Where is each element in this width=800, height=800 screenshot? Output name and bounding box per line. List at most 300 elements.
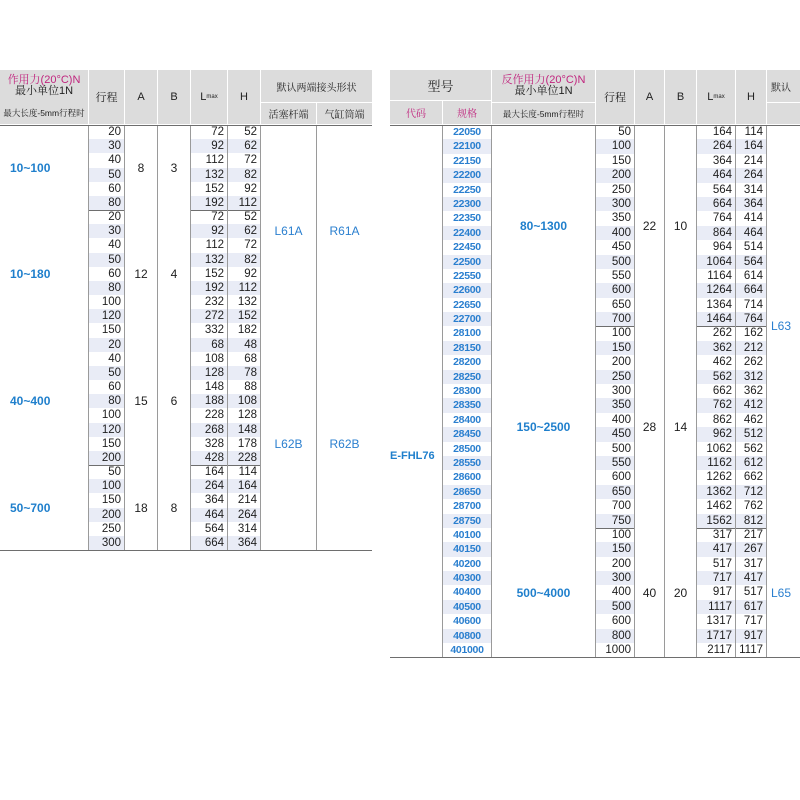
h-cell: 78 <box>244 366 257 379</box>
spec-code: 40500 <box>453 600 481 613</box>
lmax-cell: 72 <box>211 126 224 138</box>
rlmax-cell: 517 <box>712 557 732 570</box>
rh-header-text: H <box>747 91 755 103</box>
spec-header <box>443 101 491 124</box>
column-divider <box>157 125 158 550</box>
b-value: 4 <box>170 266 178 281</box>
rforce-note-text: 最大长度-5mm行程时 <box>502 108 585 119</box>
piston-header <box>261 103 316 124</box>
lmax-cell: 272 <box>204 310 224 323</box>
rcolumn-divider <box>491 125 492 657</box>
lmax-sub: max <box>206 94 218 100</box>
force-note-text: 最大长度-5mm行程时 <box>3 108 85 118</box>
rstroke-cell: 300 <box>611 197 631 210</box>
rlmax-cell: 417 <box>712 543 732 556</box>
h-cell: 52 <box>244 126 257 138</box>
rh-cell: 512 <box>743 428 763 441</box>
h-cell: 264 <box>237 508 257 521</box>
rlmax-cell: 717 <box>712 572 732 585</box>
h-cell: 82 <box>244 168 257 181</box>
right-table-body <box>390 125 800 657</box>
rh-cell: 664 <box>743 284 763 297</box>
rlmax-cell: 362 <box>712 341 732 354</box>
rlmax-cell: 664 <box>712 197 732 210</box>
rstroke-cell: 100 <box>611 327 631 340</box>
rstroke-cell: 350 <box>611 399 631 412</box>
spec-code: 22700 <box>453 313 481 326</box>
rh-cell: 262 <box>743 356 763 369</box>
spec-code: 28350 <box>453 399 481 412</box>
stroke-cell: 150 <box>101 437 121 450</box>
rconnector-partial: L63 <box>771 319 792 334</box>
h-cell: 228 <box>237 451 257 464</box>
rconnector-partial: L65 <box>771 585 792 600</box>
table-top <box>0 125 372 126</box>
cylinder-header-text: 气缸筒端 <box>324 110 365 121</box>
rstroke-cell: 400 <box>611 586 631 599</box>
rstroke-cell: 550 <box>611 269 631 282</box>
lmax-cell: 152 <box>204 182 224 195</box>
lmax-cell: 328 <box>204 437 224 450</box>
spec-code: 40600 <box>453 615 481 628</box>
rb-value: 14 <box>673 420 688 435</box>
table-bottom <box>0 550 372 551</box>
rlmax-cell: 164 <box>712 126 732 138</box>
rstroke-cell: 150 <box>611 543 631 556</box>
rh-cell: 464 <box>743 226 763 239</box>
rh-cell: 1117 <box>739 644 763 657</box>
spec-code: 28400 <box>453 413 481 426</box>
stroke-cell: 20 <box>108 126 121 138</box>
spec-code: 22100 <box>453 140 481 153</box>
rb-header-text: B <box>676 91 685 103</box>
ra-header-text: A <box>645 91 654 103</box>
h-cell: 72 <box>244 154 257 167</box>
h-cell: 82 <box>244 253 257 266</box>
rstroke-cell: 450 <box>611 241 631 254</box>
h-cell: 62 <box>244 140 257 153</box>
rconnector-sub <box>767 103 800 124</box>
rstroke-cell: 600 <box>611 471 631 484</box>
stroke-cell: 250 <box>101 522 121 535</box>
stroke-cell: 40 <box>108 239 121 252</box>
rstroke-cell: 550 <box>611 456 631 469</box>
rcolumn-divider <box>696 125 697 657</box>
left-spec-table <box>0 70 372 622</box>
h-cell: 108 <box>237 395 257 408</box>
spec-code: 28150 <box>453 341 481 354</box>
rstroke-cell: 100 <box>611 528 631 541</box>
connector-title: 默认两端接头形状 <box>276 82 357 94</box>
force-range: 50~700 <box>10 500 51 515</box>
spec-code: 28750 <box>453 514 481 527</box>
rstroke-cell: 700 <box>611 313 631 326</box>
spec-header-text: 规格 <box>457 109 477 120</box>
rh-cell: 614 <box>743 269 763 282</box>
spec-code: 40150 <box>453 543 481 556</box>
a-header-text: A <box>137 91 145 103</box>
b-header <box>158 70 190 124</box>
rlmax-cell: 1164 <box>707 269 732 282</box>
rh-cell: 917 <box>743 629 763 642</box>
spec-code: 22550 <box>453 269 481 282</box>
lmax-cell: 192 <box>204 281 224 294</box>
rh-cell: 364 <box>743 197 763 210</box>
a-value: 18 <box>134 500 148 515</box>
rh-cell: 314 <box>743 183 763 196</box>
spec-code: 40100 <box>453 528 481 541</box>
lmax-cell: 268 <box>204 423 224 436</box>
lmax-cell: 332 <box>204 324 224 337</box>
rstroke-cell: 150 <box>611 154 631 167</box>
lmax-cell: 148 <box>204 381 224 394</box>
rh-cell: 264 <box>743 169 763 182</box>
h-cell: 164 <box>237 480 257 493</box>
rlmax-cell: 662 <box>712 385 732 398</box>
h-header <box>228 70 260 124</box>
rh-cell: 164 <box>743 140 763 153</box>
rstroke-cell: 350 <box>611 212 631 225</box>
force-range: 10~100 <box>10 160 51 175</box>
rlmax-cell: 2117 <box>707 644 732 657</box>
column-divider <box>227 125 228 550</box>
rh-cell: 214 <box>743 154 763 167</box>
rcolumn-divider <box>634 125 635 657</box>
spec-code: 28200 <box>453 356 481 369</box>
rh-cell: 812 <box>743 514 763 527</box>
rh-cell: 267 <box>743 543 763 556</box>
rstroke-cell: 500 <box>611 600 631 613</box>
spec-code: 22050 <box>453 126 481 138</box>
stroke-cell: 200 <box>101 451 121 464</box>
force-title: 作用力(20°C)N <box>7 74 81 86</box>
stroke-cell: 40 <box>108 154 121 167</box>
cylinder-connector: R61A <box>329 224 360 239</box>
rstroke-cell: 200 <box>611 169 631 182</box>
rlmax-cell: 1464 <box>706 313 732 326</box>
rlmax-cell: 564 <box>712 183 732 196</box>
left-table-body <box>0 125 372 621</box>
stroke-cell: 40 <box>108 352 121 365</box>
force-header <box>0 70 88 102</box>
rlmax-cell: 1064 <box>706 255 732 268</box>
b-value: 3 <box>170 160 178 175</box>
h-cell: 88 <box>244 381 257 394</box>
h-cell: 128 <box>237 409 257 422</box>
h-header-text: H <box>240 91 248 103</box>
cylinder-connector: R62B <box>329 436 360 451</box>
h-cell: 112 <box>238 196 257 209</box>
spec-code: 28700 <box>453 500 481 513</box>
spec-code: 28550 <box>453 456 481 469</box>
rforce-note <box>492 103 595 124</box>
rstroke-cell: 750 <box>611 514 631 527</box>
rh-cell: 717 <box>743 615 763 628</box>
spec-code: 22200 <box>453 169 481 182</box>
connector-header <box>261 70 372 102</box>
rcolumn-divider <box>595 125 596 657</box>
lmax-cell: 112 <box>205 239 224 252</box>
stroke-cell: 50 <box>108 366 121 379</box>
rlmax-header-text: L <box>707 91 714 103</box>
rstroke-cell: 400 <box>611 413 631 426</box>
rstroke-cell: 100 <box>611 140 631 153</box>
spec-code: 22350 <box>453 212 481 225</box>
lmax-header <box>191 70 227 124</box>
stroke-cell: 150 <box>101 324 121 337</box>
rstroke-header-text: 行程 <box>604 92 626 104</box>
stroke-cell: 150 <box>101 494 121 507</box>
rlmax-cell: 917 <box>712 586 732 599</box>
code-header <box>390 101 442 124</box>
stroke-cell: 100 <box>101 409 121 422</box>
b-value: 6 <box>170 394 178 409</box>
rforce-range: 80~1300 <box>519 218 568 233</box>
h-cell: 132 <box>237 296 257 309</box>
rh-cell: 114 <box>744 126 763 138</box>
rh-cell: 217 <box>743 528 763 541</box>
h-cell: 92 <box>244 267 257 280</box>
stroke-cell: 50 <box>108 168 121 181</box>
stroke-cell: 120 <box>101 423 121 436</box>
lmax-cell: 164 <box>204 466 224 479</box>
force-note <box>0 102 88 124</box>
b-header-text: B <box>170 91 178 103</box>
lmax-cell: 128 <box>204 366 224 379</box>
rforce-min: 最小单位1N <box>514 85 573 97</box>
column-divider <box>124 125 125 550</box>
rlmax-cell: 1362 <box>706 485 732 498</box>
ra-value: 28 <box>642 420 657 435</box>
rstroke-cell: 650 <box>611 298 631 311</box>
rcolumn-divider <box>442 125 443 657</box>
rh-cell: 564 <box>743 255 763 268</box>
spec-code: 22250 <box>453 183 481 196</box>
rh-cell: 412 <box>743 399 763 412</box>
lmax-cell: 152 <box>204 267 224 280</box>
rlmax-cell: 1264 <box>706 284 732 297</box>
rh-cell: 612 <box>743 456 763 469</box>
a-value: 8 <box>137 160 145 175</box>
h-cell: 178 <box>237 437 257 450</box>
rstroke-cell: 450 <box>611 428 631 441</box>
rb-value: 20 <box>673 585 688 600</box>
stroke-cell: 200 <box>101 508 121 521</box>
piston-connector: L61A <box>274 224 303 239</box>
rstroke-header <box>596 70 634 124</box>
rlmax-cell: 764 <box>712 212 732 225</box>
rh-cell: 712 <box>743 485 763 498</box>
rh-header <box>736 70 766 124</box>
h-cell: 112 <box>238 281 257 294</box>
stroke-cell: 80 <box>108 281 121 294</box>
rstroke-cell: 400 <box>611 226 631 239</box>
stroke-cell: 20 <box>108 338 121 351</box>
rlmax-cell: 864 <box>712 226 732 239</box>
rh-cell: 312 <box>743 370 763 383</box>
force-range: 40~400 <box>10 394 51 409</box>
ra-value: 40 <box>642 585 657 600</box>
rlmax-sub: max <box>713 94 725 100</box>
h-cell: 62 <box>244 225 257 238</box>
rlmax-header <box>697 70 735 124</box>
spec-code: 22300 <box>453 197 481 210</box>
a-value: 15 <box>134 394 148 409</box>
force-min: 最小单位1N <box>14 85 74 97</box>
lmax-cell: 564 <box>204 522 224 535</box>
rh-cell: 462 <box>743 413 763 426</box>
rstroke-cell: 1000 <box>605 644 631 657</box>
rconnector-header <box>767 70 800 102</box>
stroke-cell: 30 <box>108 225 121 238</box>
rstroke-cell: 600 <box>611 615 631 628</box>
lmax-cell: 228 <box>204 409 224 422</box>
rlmax-cell: 762 <box>712 399 732 412</box>
b-value: 8 <box>170 500 178 515</box>
rlmax-cell: 1462 <box>706 500 732 513</box>
rstroke-cell: 200 <box>611 356 631 369</box>
rb-header <box>665 70 696 124</box>
lmax-cell: 68 <box>211 338 224 351</box>
piston-connector: L62B <box>274 436 303 451</box>
lmax-cell: 72 <box>211 211 224 224</box>
stroke-cell: 60 <box>108 182 121 195</box>
a-value: 12 <box>134 266 148 281</box>
lmax-cell: 464 <box>204 508 224 521</box>
rstroke-cell: 800 <box>611 629 631 642</box>
rstroke-cell: 250 <box>611 183 631 196</box>
spec-code: 28500 <box>453 442 481 455</box>
rh-cell: 762 <box>743 500 763 513</box>
rlmax-cell: 264 <box>712 140 732 153</box>
rcolumn-divider <box>664 125 665 657</box>
rforce-title: 反作用力(20°C)N <box>501 74 586 86</box>
rstroke-cell: 300 <box>611 385 631 398</box>
rlmax-cell: 1262 <box>706 471 732 484</box>
h-cell: 68 <box>244 352 257 365</box>
rlmax-cell: 1364 <box>706 298 732 311</box>
spec-code: 40800 <box>453 629 481 642</box>
stroke-cell: 20 <box>108 211 121 224</box>
spec-code: 28300 <box>453 385 481 398</box>
rlmax-cell: 1062 <box>706 442 732 455</box>
h-cell: 214 <box>237 494 257 507</box>
rh-cell: 414 <box>743 212 763 225</box>
lmax-cell: 132 <box>204 168 224 181</box>
column-divider <box>316 125 317 550</box>
rcolumn-divider <box>735 125 736 657</box>
spec-code: 28450 <box>453 428 481 441</box>
lmax-cell: 232 <box>204 296 224 309</box>
spec-code: 22500 <box>453 255 481 268</box>
h-cell: 52 <box>244 211 257 224</box>
spec-code: 22650 <box>453 298 481 311</box>
rh-cell: 517 <box>743 586 763 599</box>
rforce-header <box>492 70 595 102</box>
rh-cell: 514 <box>743 241 763 254</box>
model-code: E-FHL76 <box>390 450 435 463</box>
rlmax-cell: 1162 <box>707 456 732 469</box>
stroke-cell: 80 <box>108 395 121 408</box>
lmax-cell: 188 <box>204 395 224 408</box>
stroke-cell: 30 <box>108 140 121 153</box>
cylinder-header <box>317 103 372 124</box>
spec-code: 40300 <box>453 572 481 585</box>
rstroke-cell: 250 <box>611 370 631 383</box>
lmax-cell: 364 <box>204 494 224 507</box>
rlmax-cell: 1117 <box>708 600 732 613</box>
piston-header-text: 活塞杆端 <box>268 110 309 121</box>
stroke-cell: 60 <box>108 381 121 394</box>
rlmax-cell: 962 <box>712 428 732 441</box>
rh-cell: 617 <box>743 600 763 613</box>
rtable-top <box>390 125 800 126</box>
stroke-cell: 100 <box>101 480 121 493</box>
lmax-cell: 112 <box>205 154 224 167</box>
spec-code: 28250 <box>453 370 481 383</box>
h-cell: 314 <box>237 522 257 535</box>
rh-cell: 212 <box>743 341 763 354</box>
model-header-text: 型号 <box>427 78 454 94</box>
rlmax-cell: 964 <box>712 241 732 254</box>
rh-cell: 562 <box>743 442 763 455</box>
stroke-cell: 60 <box>108 267 121 280</box>
h-cell: 114 <box>238 466 257 479</box>
ra-value: 22 <box>642 218 657 233</box>
stroke-cell: 80 <box>108 196 121 209</box>
rlmax-cell: 1317 <box>706 615 732 628</box>
spec-code: 22450 <box>453 241 481 254</box>
stroke-cell: 100 <box>101 296 121 309</box>
spec-code: 28100 <box>453 327 481 340</box>
lmax-cell: 108 <box>204 352 224 365</box>
rstroke-cell: 700 <box>611 500 631 513</box>
code-header-text: 代码 <box>406 109 426 120</box>
h-cell: 152 <box>237 310 257 323</box>
lmax-cell: 664 <box>204 536 224 549</box>
column-divider <box>260 125 261 550</box>
rstroke-cell: 150 <box>611 341 631 354</box>
rstroke-cell: 500 <box>611 255 631 268</box>
rh-cell: 317 <box>743 557 763 570</box>
lmax-cell: 92 <box>211 140 224 153</box>
stroke-cell: 120 <box>101 310 121 323</box>
stroke-cell: 50 <box>108 466 121 479</box>
rstroke-cell: 650 <box>611 485 631 498</box>
spec-code: 28600 <box>453 471 481 484</box>
spec-code: 22600 <box>453 284 481 297</box>
lmax-cell: 132 <box>204 253 224 266</box>
rforce-range: 150~2500 <box>516 420 571 435</box>
h-cell: 72 <box>244 239 257 252</box>
rlmax-cell: 562 <box>712 370 732 383</box>
spec-code: 40200 <box>453 557 481 570</box>
stroke-header-text: 行程 <box>95 92 118 104</box>
lmax-cell: 92 <box>211 225 224 238</box>
spec-code: 401000 <box>450 644 484 657</box>
lmax-cell: 428 <box>204 451 224 464</box>
ra-header <box>635 70 664 124</box>
rstroke-cell: 200 <box>611 557 631 570</box>
stroke-cell: 300 <box>101 536 121 549</box>
rlmax-cell: 1562 <box>706 514 732 527</box>
rh-cell: 362 <box>743 385 763 398</box>
rlmax-cell: 1717 <box>706 629 732 642</box>
rconnector-header-text: 默认 <box>771 82 791 94</box>
lmax-cell: 264 <box>204 480 224 493</box>
stroke-header <box>89 70 124 124</box>
rlmax-cell: 464 <box>712 169 732 182</box>
